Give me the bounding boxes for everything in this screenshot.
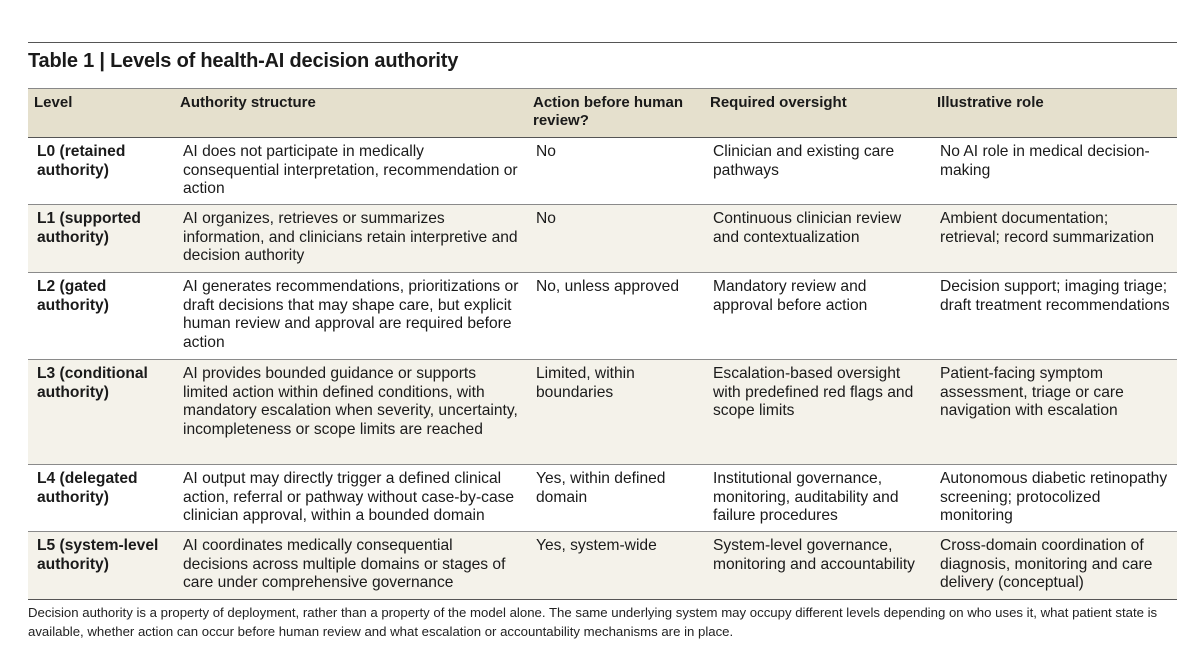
cell-level: L5 (system-level authority) <box>37 537 159 573</box>
table-row <box>28 273 1177 360</box>
table-row <box>28 360 1177 465</box>
header-level: Level <box>34 94 73 111</box>
cell-level: L4 (delegated authority) <box>37 470 138 506</box>
cell-role: No AI role in medical decision-making <box>940 143 1150 179</box>
cell-action: Yes, within defined domain <box>536 470 666 506</box>
cell-oversight: System-level governance, monitoring and accountability <box>713 537 915 573</box>
cell-role: Ambient documentation; retrieval; record summarization <box>940 210 1155 246</box>
cell-action: No <box>536 143 556 160</box>
cell-oversight: Institutional governance, monitoring, auditability and failure procedures <box>713 470 899 525</box>
cell-role: Cross-domain coordination of diagnosis, monitoring and care delivery (conceptual) <box>940 537 1153 592</box>
cell-role: Autonomous diabetic retinopathy screening; protocolized monitoring <box>940 470 1168 525</box>
cell-oversight: Mandatory review and approval before action <box>713 278 868 314</box>
top-rule <box>28 42 1177 43</box>
cell-action: No <box>536 210 556 227</box>
cell-level: L2 (gated authority) <box>37 278 109 314</box>
cell-authority: AI coordinates medically consequential decisions across multiple domains or stages of care under comprehensive governance <box>183 537 506 592</box>
header-illustrative-role: Illustrative role <box>937 94 1044 111</box>
cell-action: Yes, system-wide <box>536 537 657 554</box>
table-row <box>28 205 1177 273</box>
cell-authority: AI organizes, retrieves or summarizes information, and clinicians retain interpretive and decision authority <box>183 210 518 265</box>
cell-oversight: Clinician and existing care pathways <box>713 143 895 179</box>
header-action-before-review: Action before human review? <box>533 94 684 129</box>
cell-authority: AI does not participate in medically consequential interpretation, recommendation or action <box>183 143 518 198</box>
table-footnote: Decision authority is a property of deployment, rather than a property of the model alone. The same underlying system may occupy different levels depending on who uses it, what patient state is available, whether action can occur before human review and what escalation or accountability mechanisms are in place. <box>28 605 1158 639</box>
cell-oversight: Continuous clinician review and contextualization <box>713 210 902 246</box>
cell-level: L1 (supported authority) <box>37 210 141 246</box>
cell-level: L0 (retained authority) <box>37 143 126 179</box>
table-row <box>28 532 1177 600</box>
cell-level: L3 (conditional authority) <box>37 365 148 401</box>
cell-authority: AI provides bounded guidance or supports limited action within defined conditions, with mandatory escalation when severity, uncertainty, incompleteness or scope limits are reached <box>183 365 518 438</box>
header-authority-structure: Authority structure <box>180 94 316 111</box>
cell-action: No, unless approved <box>536 278 680 295</box>
table-title: Table 1 | Levels of health-AI decision authority <box>28 50 459 72</box>
levels-table <box>28 88 1177 600</box>
table-row <box>28 465 1177 532</box>
header-required-oversight: Required oversight <box>710 94 847 111</box>
cell-role: Decision support; imaging triage; draft treatment recommendations <box>940 278 1170 314</box>
cell-role: Patient-facing symptom assessment, triage or care navigation with escalation <box>940 365 1124 420</box>
cell-action: Limited, within boundaries <box>536 365 635 401</box>
cell-authority: AI output may directly trigger a defined clinical action, referral or pathway without case-by-case clinician approval, within a bounded domain <box>183 470 515 525</box>
table-header-row <box>28 89 1177 138</box>
table-row <box>28 138 1177 205</box>
cell-oversight: Escalation-based oversight with predefined red flags and scope limits <box>713 365 914 420</box>
cell-authority: AI generates recommendations, prioritizations or draft decisions that may shape care, but explicit human review and approval are required before action <box>183 278 519 351</box>
